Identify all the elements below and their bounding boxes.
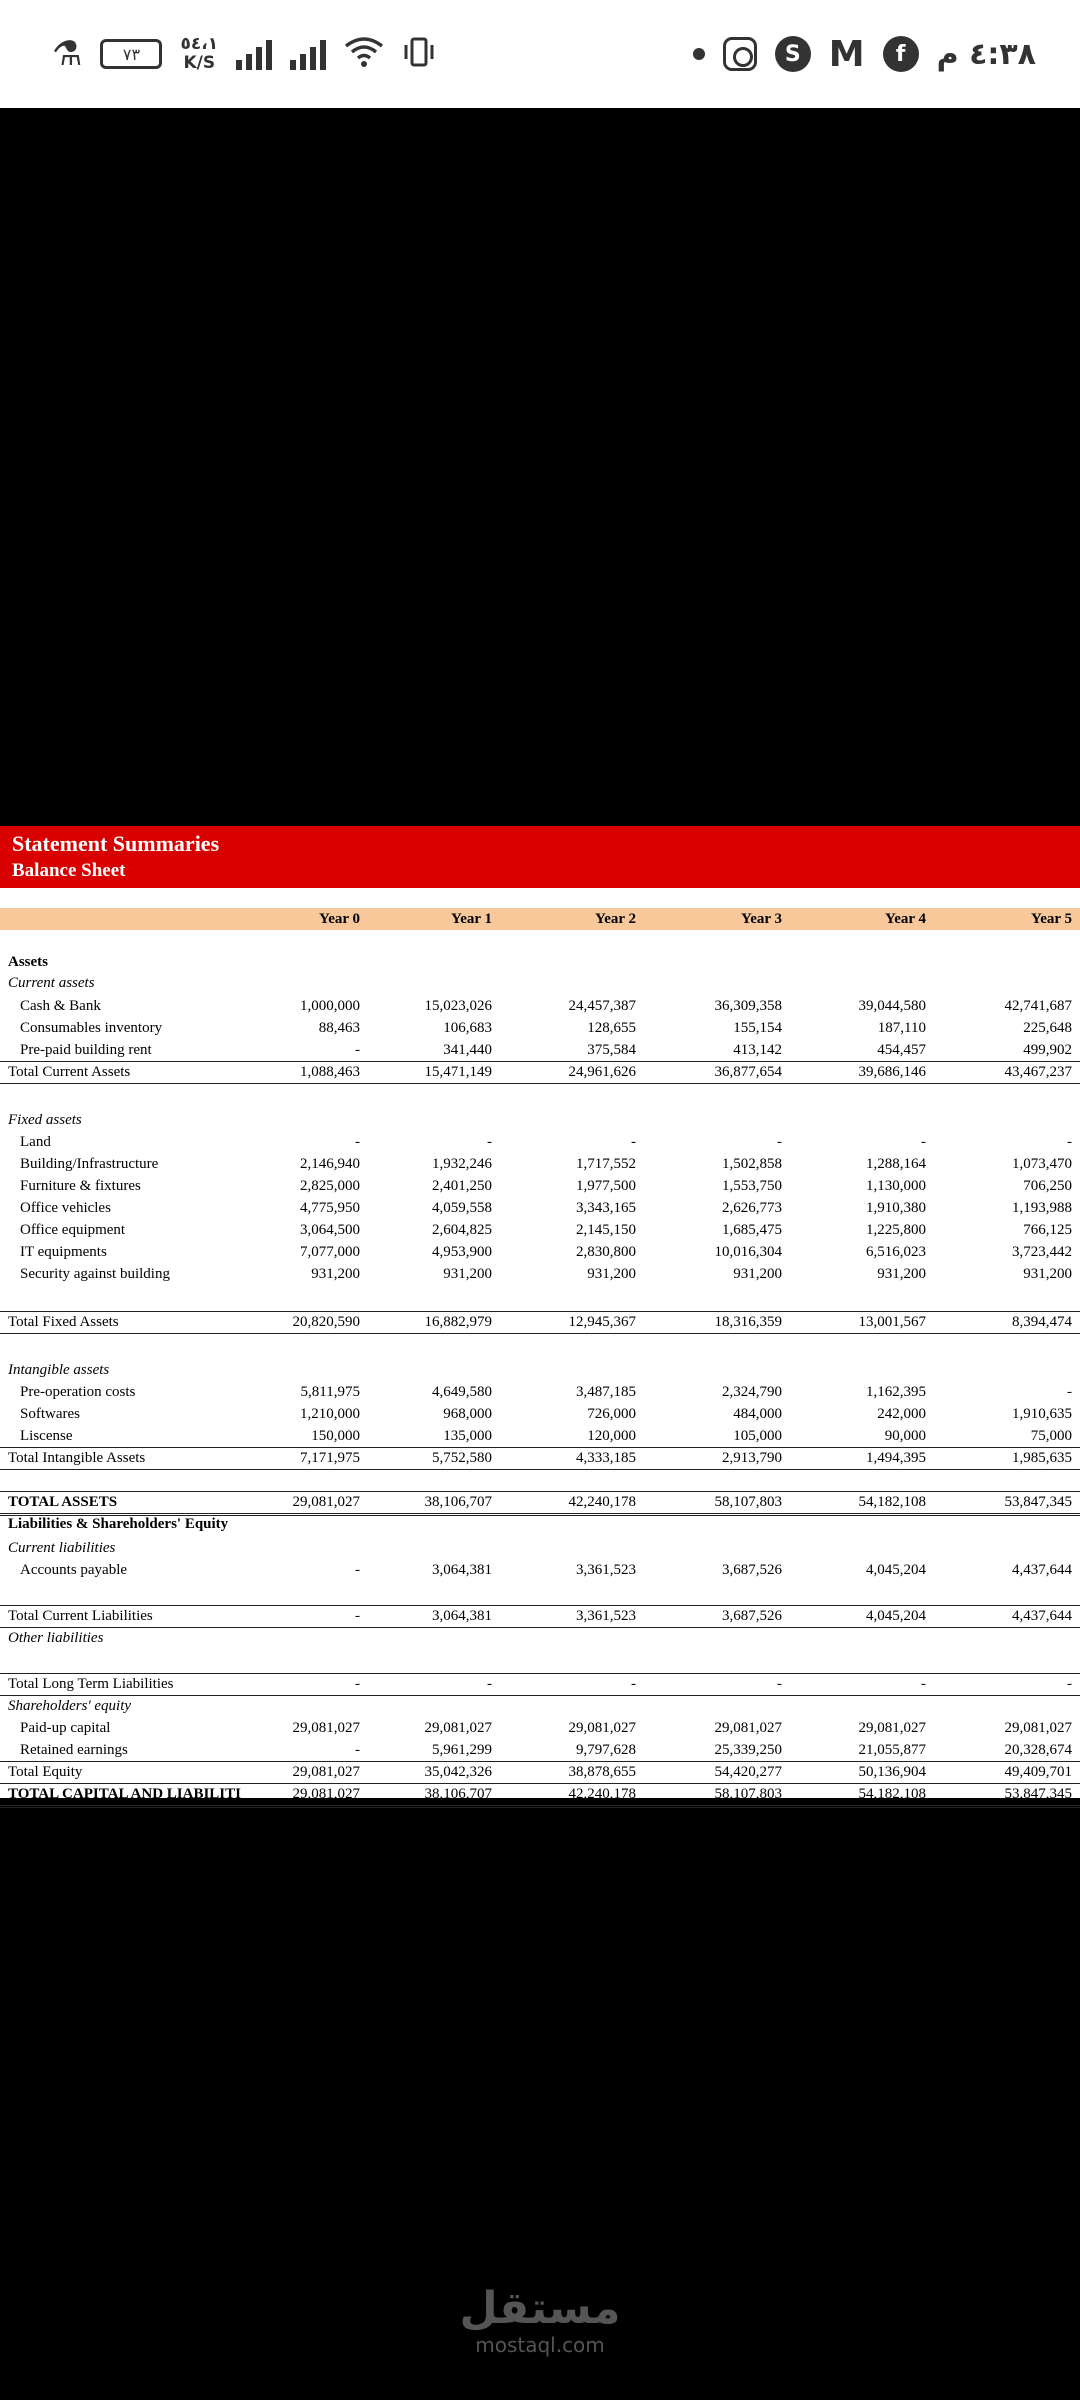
- row-value: 16,882,979: [424, 1314, 492, 1330]
- row-value: 1,088,463: [300, 1064, 360, 1080]
- row-value: 21,055,877: [858, 1742, 926, 1758]
- row-label: Paid-up capital: [20, 1720, 111, 1736]
- row-value: 88,463: [318, 1020, 360, 1036]
- row-label: Building/Infrastructure: [20, 1156, 159, 1172]
- row-label: Pre-operation costs: [20, 1384, 136, 1400]
- row-value: 15,023,026: [424, 998, 492, 1014]
- row-value: 931,200: [311, 1266, 360, 1282]
- year-header-0: Year 0: [319, 911, 360, 927]
- s-app-icon: S: [775, 36, 811, 72]
- status-left: [52, 34, 436, 74]
- mostaql-watermark: [0, 2285, 1080, 2357]
- row-value: 2,324,790: [722, 1384, 782, 1400]
- row-value: 155,154: [733, 1020, 782, 1036]
- row-value: 36,877,654: [714, 1064, 782, 1080]
- row-value: 54,182,108: [858, 1786, 926, 1802]
- row-value: 2,825,000: [300, 1178, 360, 1194]
- row-label: Accounts payable: [20, 1562, 128, 1578]
- total-rule: [0, 1783, 1080, 1784]
- row-value: -: [487, 1134, 492, 1150]
- row-value: 454,457: [877, 1042, 926, 1058]
- row-value: 1,502,858: [722, 1156, 782, 1172]
- row-value: 1,494,395: [866, 1450, 926, 1466]
- row-label: Liabilities & Shareholders' Equity: [8, 1516, 229, 1532]
- network-speed-value: ٥٤،١: [180, 34, 219, 54]
- row-value: 4,045,204: [866, 1608, 926, 1624]
- balance-sheet-image: [0, 826, 1080, 1802]
- row-value: 1,717,552: [576, 1156, 636, 1172]
- row-value: 2,604,825: [432, 1222, 492, 1238]
- row-value: 1,162,395: [866, 1384, 926, 1400]
- row-value: 726,000: [587, 1406, 636, 1422]
- row-value: 38,878,655: [568, 1764, 636, 1780]
- row-value: 25,339,250: [714, 1742, 782, 1758]
- row-value: 187,110: [877, 1020, 926, 1036]
- total-rule: [0, 1673, 1080, 1674]
- row-value: -: [921, 1134, 926, 1150]
- row-value: 3,343,165: [576, 1200, 636, 1216]
- total-underline: [0, 1469, 1080, 1470]
- row-value: 75,000: [1030, 1428, 1072, 1444]
- row-value: 3,687,526: [722, 1562, 782, 1578]
- row-value: 53,847,345: [1004, 1494, 1072, 1510]
- row-value: 4,059,558: [432, 1200, 492, 1216]
- row-label: Intangible assets: [8, 1362, 110, 1378]
- row-value: 6,516,023: [866, 1244, 926, 1260]
- row-value: 1,932,246: [432, 1156, 492, 1172]
- row-value: -: [487, 1676, 492, 1692]
- row-label: Pre-paid building rent: [20, 1042, 152, 1058]
- row-value: -: [355, 1676, 360, 1692]
- row-value: 4,437,644: [1012, 1562, 1072, 1578]
- total-rule: [0, 1491, 1080, 1492]
- row-value: 4,333,185: [576, 1450, 636, 1466]
- row-label: Softwares: [20, 1406, 80, 1422]
- network-speed-unit: K/S: [183, 53, 216, 73]
- battery-icon: [100, 39, 162, 69]
- row-label: Total Fixed Assets: [8, 1314, 119, 1330]
- row-value: 58,107,803: [714, 1494, 782, 1510]
- row-value: 49,409,701: [1004, 1764, 1072, 1780]
- row-label: Security against building: [20, 1266, 170, 1282]
- row-value: 1,977,500: [576, 1178, 636, 1194]
- row-value: 12,945,367: [568, 1314, 636, 1330]
- row-label: Land: [20, 1134, 51, 1150]
- row-value: 29,081,027: [292, 1786, 360, 1802]
- row-value: 29,081,027: [568, 1720, 636, 1736]
- row-value: 42,741,687: [1004, 998, 1072, 1014]
- row-value: 242,000: [877, 1406, 926, 1422]
- row-label: Total Current Assets: [8, 1064, 131, 1080]
- row-value: 106,683: [443, 1020, 492, 1036]
- row-value: 3,723,442: [1012, 1244, 1072, 1260]
- row-value: 4,775,950: [300, 1200, 360, 1216]
- row-label: Other liabilities: [8, 1630, 104, 1646]
- row-value: 54,182,108: [858, 1494, 926, 1510]
- row-value: 3,064,381: [432, 1562, 492, 1578]
- instagram-icon: [723, 37, 757, 71]
- row-value: 413,142: [733, 1042, 782, 1058]
- row-value: 1,225,800: [866, 1222, 926, 1238]
- row-value: -: [355, 1134, 360, 1150]
- row-value: 1,910,635: [1012, 1406, 1072, 1422]
- row-value: 225,648: [1023, 1020, 1072, 1036]
- row-label: IT equipments: [20, 1244, 107, 1260]
- row-value: 43,467,237: [1004, 1064, 1072, 1080]
- total-underline: [0, 1083, 1080, 1084]
- row-label: Furniture & fixtures: [20, 1178, 141, 1194]
- row-value: 53,847,345: [1004, 1786, 1072, 1802]
- notification-dot-icon: [693, 48, 705, 60]
- wifi-icon: [344, 36, 384, 73]
- row-value: 38,106,707: [424, 1786, 492, 1802]
- status-right: [693, 34, 1036, 75]
- row-value: 20,328,674: [1004, 1742, 1072, 1758]
- row-value: 1,073,470: [1012, 1156, 1072, 1172]
- row-value: 58,107,803: [714, 1786, 782, 1802]
- row-value: 29,081,027: [292, 1720, 360, 1736]
- vibrate-icon: [402, 36, 436, 73]
- row-label: Total Intangible Assets: [8, 1450, 146, 1466]
- row-value: 29,081,027: [858, 1720, 926, 1736]
- row-value: 90,000: [884, 1428, 926, 1444]
- row-value: 1,985,635: [1012, 1450, 1072, 1466]
- row-value: 36,309,358: [714, 998, 782, 1014]
- row-value: -: [631, 1676, 636, 1692]
- row-value: 150,000: [311, 1428, 360, 1444]
- total-underline: [0, 1627, 1080, 1628]
- row-value: -: [1067, 1676, 1072, 1692]
- row-value: 39,044,580: [858, 998, 926, 1014]
- total-rule: [0, 1605, 1080, 1606]
- row-value: 3,361,523: [576, 1608, 636, 1624]
- row-value: 9,797,628: [576, 1742, 636, 1758]
- flask-icon: ⚗: [52, 34, 83, 74]
- sheet-header: [0, 826, 1080, 888]
- row-value: 706,250: [1023, 1178, 1072, 1194]
- row-label: Cash & Bank: [20, 998, 101, 1014]
- facebook-icon: f: [883, 36, 919, 72]
- row-label: TOTAL ASSETS: [8, 1494, 118, 1510]
- row-value: 42,240,178: [568, 1494, 636, 1510]
- row-value: -: [1067, 1134, 1072, 1150]
- year-header-1: Year 1: [451, 911, 492, 927]
- row-value: 29,081,027: [1004, 1720, 1072, 1736]
- row-value: -: [355, 1042, 360, 1058]
- row-value: -: [777, 1134, 782, 1150]
- row-value: 2,146,940: [300, 1156, 360, 1172]
- row-label: Current liabilities: [8, 1540, 116, 1556]
- row-value: 13,001,567: [858, 1314, 926, 1330]
- gmail-icon: M: [828, 33, 865, 75]
- row-value: 42,240,178: [568, 1786, 636, 1802]
- row-value: 29,081,027: [292, 1764, 360, 1780]
- row-label: Total Long Term Liabilities: [8, 1676, 174, 1692]
- row-label: Liscense: [20, 1428, 73, 1444]
- row-value: 29,081,027: [292, 1494, 360, 1510]
- row-label: Current assets: [8, 975, 95, 991]
- row-value: 1,000,000: [300, 998, 360, 1014]
- row-value: 2,913,790: [722, 1450, 782, 1466]
- row-value: 135,000: [443, 1428, 492, 1444]
- row-label: Assets: [8, 954, 48, 970]
- row-value: 4,649,580: [432, 1384, 492, 1400]
- row-value: -: [355, 1562, 360, 1578]
- row-value: 54,420,277: [714, 1764, 782, 1780]
- row-value: 766,125: [1023, 1222, 1072, 1238]
- row-value: -: [355, 1608, 360, 1624]
- row-label: Fixed assets: [8, 1112, 82, 1128]
- row-label: Consumables inventory: [20, 1020, 163, 1036]
- signal-icon-2: [290, 38, 326, 70]
- row-value: 24,457,387: [568, 998, 636, 1014]
- row-value: -: [921, 1676, 926, 1692]
- row-value: 15,471,149: [424, 1064, 492, 1080]
- row-value: 931,200: [733, 1266, 782, 1282]
- row-value: 39,686,146: [858, 1064, 926, 1080]
- row-value: 2,830,800: [576, 1244, 636, 1260]
- row-value: 3,687,526: [722, 1608, 782, 1624]
- row-label: TOTAL CAPITAL AND LIABILITI: [8, 1786, 241, 1802]
- year-header-3: Year 3: [741, 911, 782, 927]
- row-label: Total Current Liabilities: [8, 1608, 153, 1624]
- row-value: -: [1067, 1384, 1072, 1400]
- signal-icon: [236, 38, 272, 70]
- watermark-arabic: مستقل: [459, 2283, 621, 2334]
- year-header-row: [0, 908, 1080, 930]
- row-value: 5,961,299: [432, 1742, 492, 1758]
- row-value: -: [777, 1676, 782, 1692]
- sheet-title: Statement Summaries: [12, 831, 220, 856]
- row-value: 10,016,304: [714, 1244, 782, 1260]
- row-label: Office vehicles: [20, 1200, 111, 1216]
- row-value: 35,042,326: [424, 1764, 492, 1780]
- row-label: Retained earnings: [20, 1742, 128, 1758]
- total-underline: [0, 1333, 1080, 1334]
- row-value: 1,210,000: [300, 1406, 360, 1422]
- row-value: 8,394,474: [1012, 1314, 1072, 1330]
- row-value: 38,106,707: [424, 1494, 492, 1510]
- row-value: 1,685,475: [722, 1222, 782, 1238]
- row-value: 4,953,900: [432, 1244, 492, 1260]
- row-value: 1,130,000: [866, 1178, 926, 1194]
- row-value: 29,081,027: [424, 1720, 492, 1736]
- row-value: 2,145,150: [576, 1222, 636, 1238]
- clock: ٤:٣٨ م: [936, 36, 1036, 72]
- row-value: 7,171,975: [300, 1450, 360, 1466]
- total-rule: [0, 1761, 1080, 1762]
- row-value: 5,752,580: [432, 1450, 492, 1466]
- total-rule: [0, 1447, 1080, 1448]
- row-value: 484,000: [733, 1406, 782, 1422]
- row-value: 18,316,359: [714, 1314, 782, 1330]
- row-value: 931,200: [443, 1266, 492, 1282]
- row-value: -: [355, 1742, 360, 1758]
- row-value: 375,584: [587, 1042, 636, 1058]
- watermark-latin: mostaql.com: [475, 2333, 605, 2357]
- row-value: 3,361,523: [576, 1562, 636, 1578]
- row-value: -: [631, 1134, 636, 1150]
- row-value: 4,045,204: [866, 1562, 926, 1578]
- row-value: 1,288,164: [866, 1156, 926, 1172]
- row-value: 5,811,975: [300, 1384, 360, 1400]
- row-value: 7,077,000: [300, 1244, 360, 1260]
- sheet-subtitle: Balance Sheet: [12, 860, 126, 881]
- row-label: Shareholders' equity: [8, 1698, 132, 1714]
- row-label: Total Equity: [8, 1764, 83, 1780]
- row-value: 29,081,027: [714, 1720, 782, 1736]
- row-value: 1,193,988: [1012, 1200, 1072, 1216]
- row-value: 4,437,644: [1012, 1608, 1072, 1624]
- row-value: 968,000: [443, 1406, 492, 1422]
- row-value: 3,487,185: [576, 1384, 636, 1400]
- row-value: 105,000: [733, 1428, 782, 1444]
- row-value: 128,655: [587, 1020, 636, 1036]
- row-value: 931,200: [877, 1266, 926, 1282]
- row-value: 3,064,381: [432, 1608, 492, 1624]
- row-value: 931,200: [587, 1266, 636, 1282]
- row-value: 50,136,904: [858, 1764, 926, 1780]
- year-header-4: Year 4: [885, 911, 926, 927]
- row-value: 2,626,773: [722, 1200, 782, 1216]
- row-value: 1,553,750: [722, 1178, 782, 1194]
- row-value: 341,440: [443, 1042, 492, 1058]
- battery-level: ٧٣: [122, 44, 141, 64]
- row-value: 3,064,500: [300, 1222, 360, 1238]
- network-speed: [180, 35, 218, 73]
- total-underline: [0, 1805, 1080, 1808]
- row-value: 499,902: [1023, 1042, 1072, 1058]
- row-value: 1,910,380: [866, 1200, 926, 1216]
- total-underline: [0, 1695, 1080, 1696]
- row-value: 24,961,626: [568, 1064, 636, 1080]
- row-value: 20,820,590: [292, 1314, 360, 1330]
- status-bar: [0, 0, 1080, 108]
- total-rule: [0, 1311, 1080, 1312]
- row-value: 2,401,250: [432, 1178, 492, 1194]
- total-rule: [0, 1061, 1080, 1062]
- year-header-5: Year 5: [1031, 911, 1072, 927]
- row-value: 120,000: [587, 1428, 636, 1444]
- year-header-2: Year 2: [595, 911, 636, 927]
- row-label: Office equipment: [20, 1222, 126, 1238]
- row-value: 931,200: [1023, 1266, 1072, 1282]
